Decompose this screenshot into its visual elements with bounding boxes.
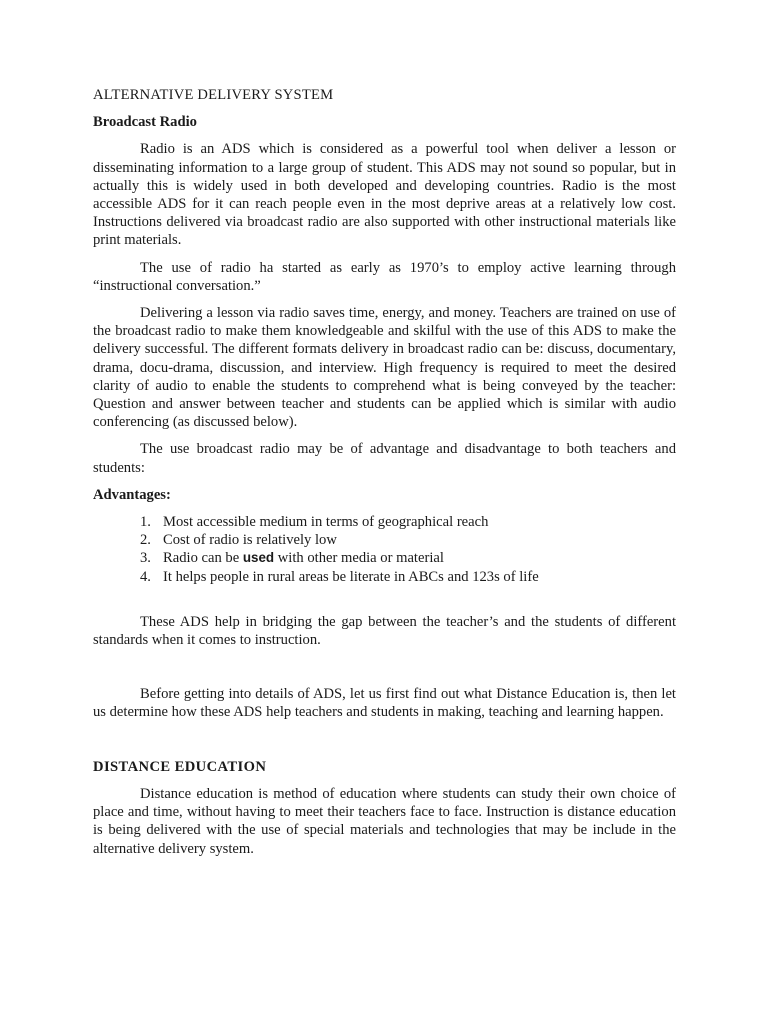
heading-broadcast-radio: Broadcast Radio (93, 114, 197, 131)
paragraph-radio-use: The use broadcast radio may be of advantage and disadvantage to both teachers and students: (93, 441, 676, 476)
list-item-text-bold: used (242, 550, 275, 566)
list-item (140, 549, 676, 567)
list-item (140, 568, 676, 586)
spacer (93, 586, 676, 613)
list-item-text-pre: Radio can be (163, 550, 243, 567)
advantages-list (93, 513, 676, 586)
list-item-number: 4. (140, 568, 151, 585)
spacer (93, 731, 676, 758)
list-item-text-post: with other media or material (274, 550, 444, 567)
paragraph-distance-education: Distance education is method of education where students can study their own choice of place and time, without having to meet their teachers face to face. Instruction is distance education is being delivered with the use of special materials and technologies that may be include in the alternative delivery system. (93, 785, 676, 857)
paragraph-radio-history: The use of radio ha started as early as 1970’s to employ active learning through “instructional conversation.” (93, 259, 676, 294)
paragraph-bridging-gap: These ADS help in bridging the gap between the teacher’s and the students of different standards when it comes to instruction. (93, 613, 676, 649)
list-item-text: Most accessible medium in terms of geographical reach (163, 514, 489, 531)
paragraph-before-details: Before getting into details of ADS, let us first find out what Distance Education is, then let us determine how these ADS help teachers and students in making, teaching and learning happen. (93, 686, 676, 721)
list-item (140, 531, 676, 549)
paragraph-radio-intro: Radio is an ADS which is considered as a powerful tool when deliver a lesson or disseminating information to a large group of student. This ADS may not sound so popular, but in actually this is widely used in both developed and developing countries. Radio is the most accessible ADS for it can reach people even in the most deprive areas at a relatively low cost. Instructions delivered via broadcast radio are also supported with other instructional materials like print materials. (93, 141, 676, 249)
heading-advantages: Advantages: (93, 486, 171, 503)
paragraph-radio-delivery: Delivering a lesson via radio saves time, energy, and money. Teachers are trained on use of the broadcast radio to make them knowledgeable and skilful with the use of this ADS to make the delivery successful. The different formats delivery in broadcast radio can be: discuss, documentary, drama, docu-drama, discussion, and interview. High frequency is required to meet the desired clarity of audio to enable the students to comprehend what is being conveyed by the teacher: Question and answer between teacher and students can be applied which is similar with audio conferencing (as discussed below). (93, 305, 676, 431)
heading-distance-education: DISTANCE EDUCATION (93, 758, 267, 775)
list-item-number: 3. (140, 550, 151, 567)
list-item (140, 513, 676, 531)
list-item-number: 2. (140, 532, 151, 549)
list-item-text: Cost of radio is relatively low (163, 532, 337, 549)
list-item-text: It helps people in rural areas be literate in ABCs and 123s of life (163, 568, 539, 585)
document-title: ALTERNATIVE DELIVERY SYSTEM (93, 87, 334, 103)
spacer (93, 658, 676, 685)
list-item-number: 1. (140, 514, 151, 531)
